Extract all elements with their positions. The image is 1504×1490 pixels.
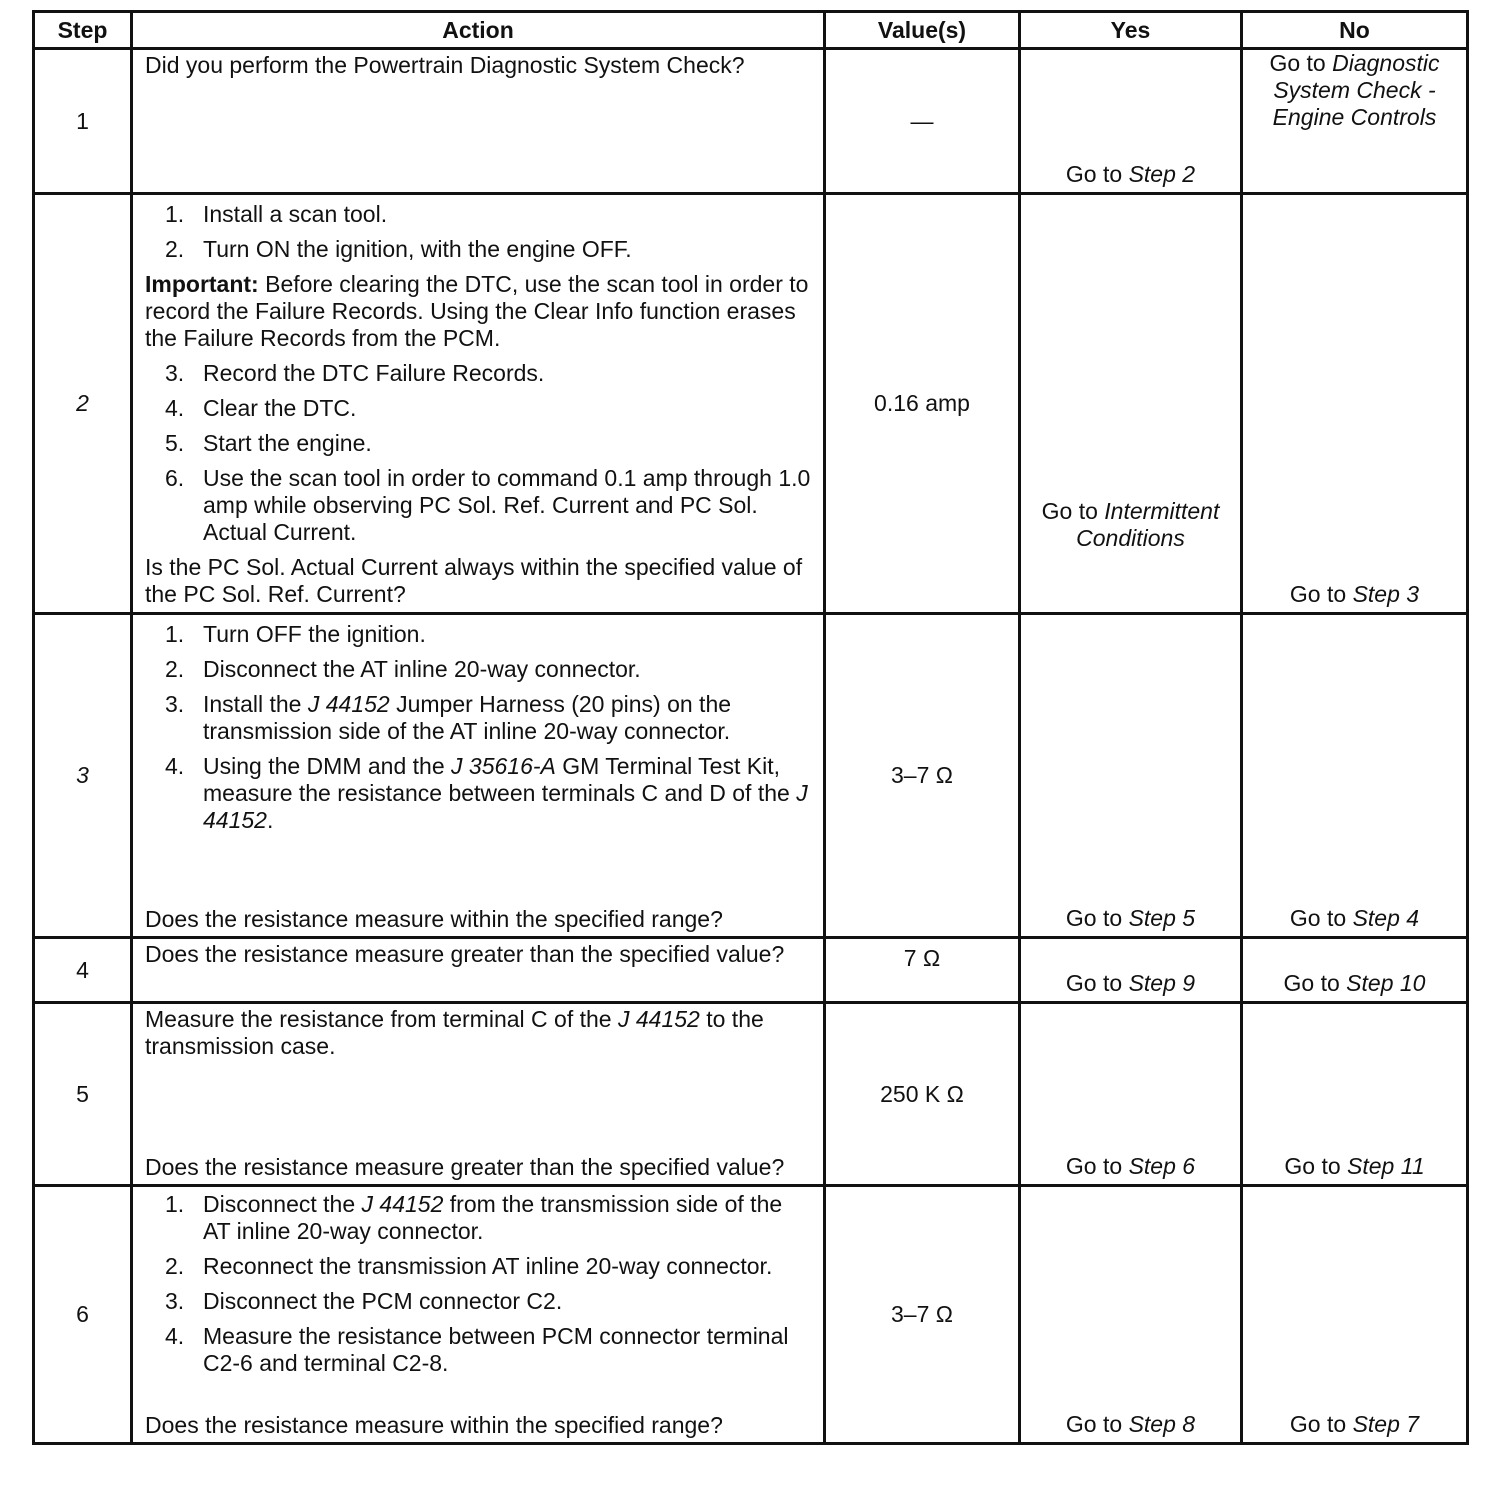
- action-cell: [132, 49, 825, 194]
- yes-link[interactable]: Step 5: [1128, 905, 1196, 931]
- tool-ref: J 44152: [203, 780, 808, 833]
- no-link[interactable]: Step 4: [1352, 905, 1420, 931]
- no-link[interactable]: Diagnostic: [1332, 50, 1440, 76]
- header-action: Action: [132, 12, 825, 49]
- action-question: Does the resistance measure within the specified range?: [145, 906, 723, 932]
- important-label: Important:: [145, 271, 259, 297]
- step-number: 5: [34, 1003, 132, 1186]
- table-row: [34, 938, 1468, 1003]
- action-cell: [132, 614, 825, 938]
- step-number: 4: [34, 938, 132, 1003]
- list-item: 1. Turn OFF the ignition.: [165, 621, 426, 647]
- header-values: Value(s): [825, 12, 1020, 49]
- action-list: [145, 1191, 813, 1385]
- value-cell: 3–7 Ω: [825, 1186, 1020, 1444]
- list-item: 1. Disconnect the J 44152 from the transmission side of the AT inline 20-way connector.: [165, 1191, 783, 1244]
- no-cell: [1242, 194, 1468, 614]
- table-row: [34, 194, 1468, 614]
- no-prefix: Go to: [1269, 50, 1326, 76]
- important-note: [145, 271, 813, 352]
- no-cell: [1242, 614, 1468, 938]
- list-item: 4. Clear the DTC.: [165, 395, 357, 421]
- yes-cell: [1020, 1003, 1242, 1186]
- tool-ref: J 35616-A: [451, 753, 556, 779]
- list-item: 2. Reconnect the transmission AT inline 20-way connector.: [165, 1253, 773, 1279]
- list-item: 3. Install the J 44152 Jumper Harness (20 pins) on the transmission side of the AT inline 20-way connector.: [165, 691, 732, 744]
- header-step: Step: [34, 12, 132, 49]
- list-item: 6. Use the scan tool in order to command 0.1 amp through 1.0 amp while observing PC Sol. Ref. Current and PC Sol. Actual Current.: [165, 465, 811, 545]
- list-item: 2. Disconnect the AT inline 20-way connector.: [165, 656, 641, 682]
- header-yes: Yes: [1020, 12, 1242, 49]
- step-number: 1: [34, 49, 132, 194]
- yes-prefix: Go to: [1065, 970, 1123, 996]
- list-item: 4. Measure the resistance between PCM connector terminal C2-6 and terminal C2-8.: [165, 1323, 789, 1376]
- tool-ref: J 44152: [307, 691, 390, 717]
- table-row: [34, 1186, 1468, 1444]
- no-prefix: Go to: [1289, 581, 1347, 607]
- list-item: 1. Install a scan tool.: [165, 201, 388, 227]
- action-question: Did you perform the Powertrain Diagnostic System Check?: [145, 52, 745, 78]
- diagnostic-table: [32, 10, 1469, 1445]
- no-prefix: Go to: [1289, 905, 1347, 931]
- yes-link[interactable]: Step 2: [1128, 161, 1196, 187]
- action-question: Does the resistance measure greater than the specified value?: [145, 1154, 785, 1180]
- yes-link[interactable]: Step 6: [1128, 1153, 1196, 1179]
- no-prefix: Go to: [1283, 970, 1340, 996]
- no-cell: [1242, 938, 1468, 1003]
- step-number: 3: [34, 614, 132, 938]
- header-no: No: [1242, 12, 1468, 49]
- no-link[interactable]: Step 7: [1352, 1411, 1420, 1437]
- no-link[interactable]: System Check -: [1273, 77, 1436, 103]
- value-cell: 7 Ω: [825, 938, 1020, 1003]
- yes-cell: [1020, 938, 1242, 1003]
- list-item: 2. Turn ON the ignition, with the engine OFF.: [165, 236, 632, 262]
- yes-cell: [1020, 614, 1242, 938]
- action-cell: [132, 194, 825, 614]
- value-cell: 250 K Ω: [825, 1003, 1020, 1186]
- list-item: 3. Record the DTC Failure Records.: [165, 360, 545, 386]
- step-number: 6: [34, 1186, 132, 1444]
- step-number: 2: [34, 194, 132, 614]
- value-cell: —: [825, 49, 1020, 194]
- action-cell: [132, 938, 825, 1003]
- no-cell: [1242, 1186, 1468, 1444]
- action-list: [145, 621, 813, 842]
- action-cell: [132, 1003, 825, 1186]
- header-row: [34, 12, 1468, 49]
- action-question: Does the resistance measure within the specified range?: [145, 1412, 723, 1438]
- yes-prefix: Go to: [1065, 905, 1123, 931]
- yes-link[interactable]: Conditions: [1076, 525, 1185, 551]
- yes-prefix: Go to: [1041, 498, 1098, 524]
- no-link[interactable]: Step 10: [1346, 970, 1426, 996]
- action-list: [145, 360, 813, 546]
- list-item: 3. Disconnect the PCM connector C2.: [165, 1288, 563, 1314]
- action-text: Measure the resistance from terminal C of the J 44152 to the transmission case.: [145, 1006, 764, 1059]
- list-item: 5. Start the engine.: [165, 430, 372, 456]
- action-question: Is the PC Sol. Actual Current always within the specified value of the PC Sol. Ref. Current?: [145, 554, 803, 607]
- no-link[interactable]: Engine Controls: [1272, 104, 1437, 130]
- table-row: [34, 614, 1468, 938]
- tool-ref: J 44152: [617, 1006, 700, 1032]
- no-link[interactable]: Step 11: [1347, 1153, 1425, 1179]
- yes-prefix: Go to: [1065, 161, 1123, 187]
- table-row: [34, 1003, 1468, 1186]
- action-question: Does the resistance measure greater than the specified value?: [145, 941, 785, 967]
- no-link[interactable]: Step 3: [1352, 581, 1420, 607]
- no-prefix: Go to: [1284, 1153, 1341, 1179]
- action-cell: [132, 1186, 825, 1444]
- yes-link[interactable]: Step 9: [1128, 970, 1196, 996]
- action-list: [145, 201, 813, 263]
- no-cell: [1242, 1003, 1468, 1186]
- table-row: [34, 49, 1468, 194]
- tool-ref: J 44152: [361, 1191, 444, 1217]
- no-cell: [1242, 49, 1468, 194]
- yes-link[interactable]: Step 8: [1128, 1411, 1196, 1437]
- list-item: 4. Using the DMM and the J 35616-A GM Terminal Test Kit, measure the resistance between terminals C and D of the J 44152.: [165, 753, 808, 833]
- yes-cell: [1020, 1186, 1242, 1444]
- value-cell: 0.16 amp: [825, 194, 1020, 614]
- yes-prefix: Go to: [1065, 1153, 1123, 1179]
- no-prefix: Go to: [1289, 1411, 1347, 1437]
- yes-link[interactable]: Intermittent: [1104, 498, 1220, 524]
- yes-prefix: Go to: [1065, 1411, 1123, 1437]
- yes-cell: [1020, 49, 1242, 194]
- important-text: Before clearing the DTC, use the scan tool in order to record the Failure Records. Using the Clear Info function erases the Failure Records from the PCM.: [145, 271, 809, 351]
- yes-cell: [1020, 194, 1242, 614]
- value-cell: 3–7 Ω: [825, 614, 1020, 938]
